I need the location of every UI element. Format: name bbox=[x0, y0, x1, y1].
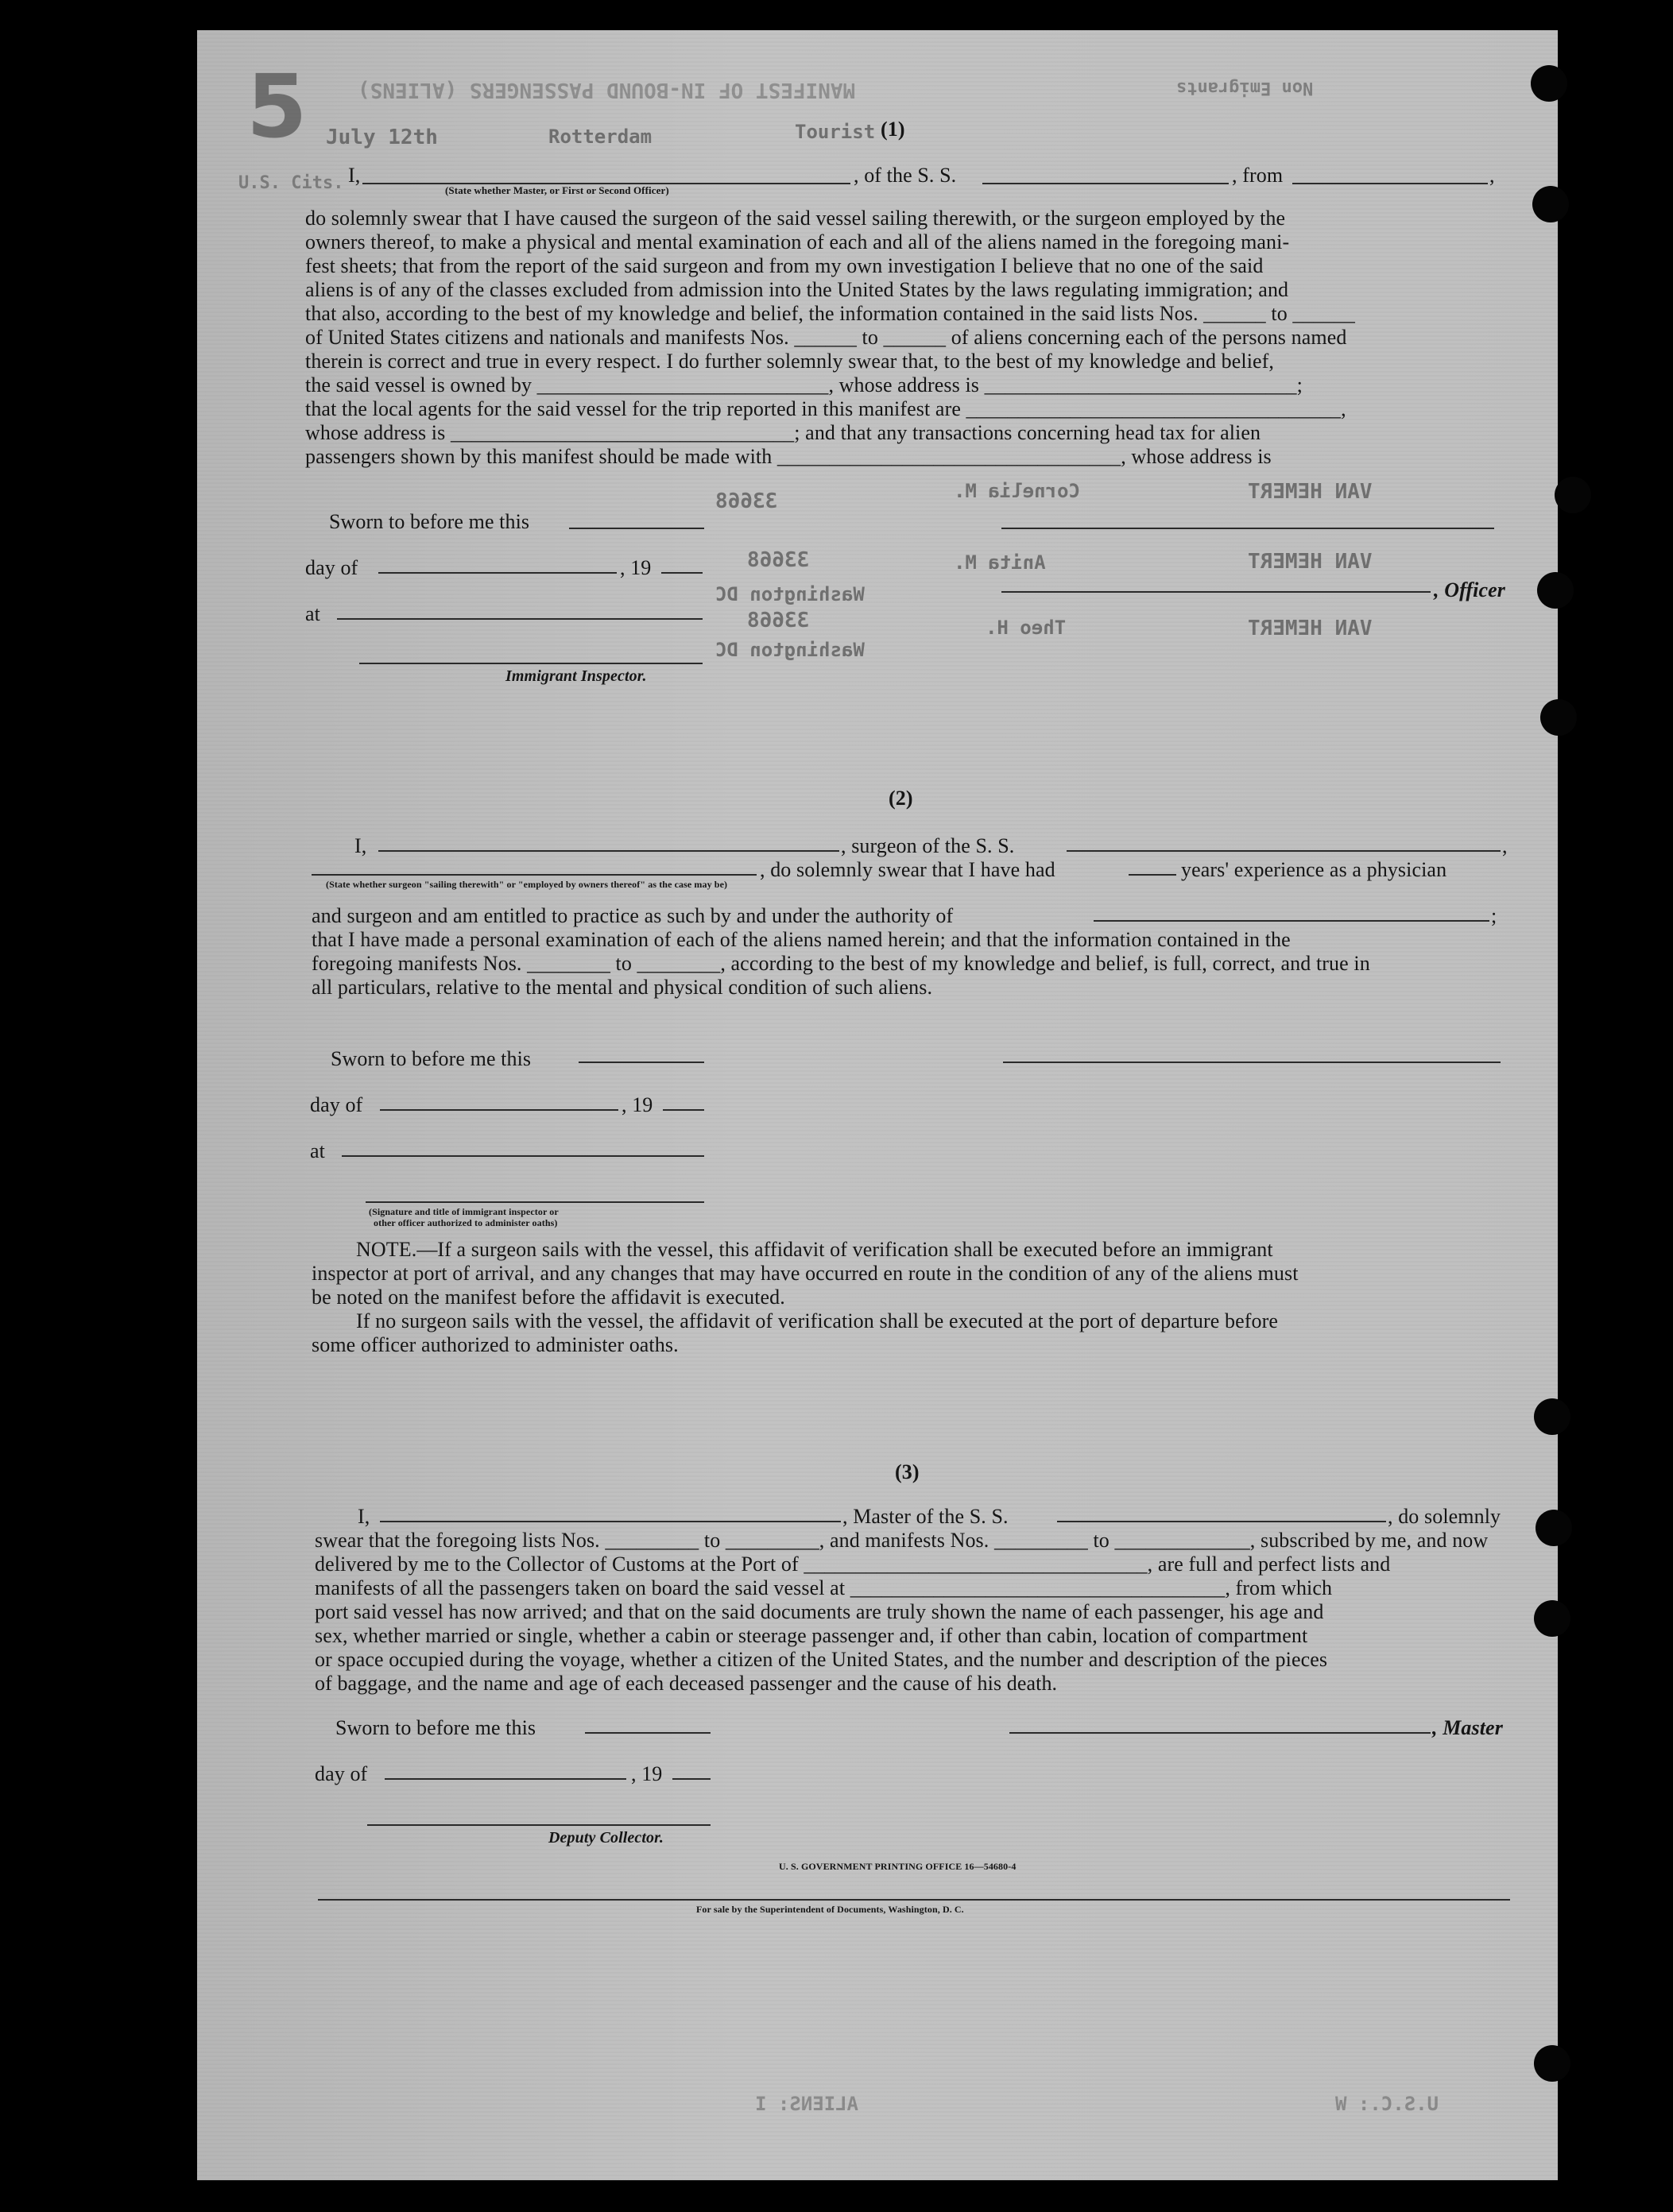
s2-line: foregoing manifests Nos. ________ to ________, according to the best of my knowledge and belief, is full, correct, and true in bbox=[312, 952, 1370, 975]
s1-line: whose address is _________________________________; and that any transactions concerning head tax for alien bbox=[305, 421, 1261, 444]
s1-officer: , Officer bbox=[1434, 578, 1505, 601]
header-left-stamp: U.S. Cits. bbox=[238, 173, 344, 193]
s2-years-line bbox=[1129, 874, 1176, 876]
s3-line: sex, whether married or single, whether a cabin or steerage passenger and, if other than cabin, location of compartment bbox=[315, 1624, 1308, 1647]
s2-surgeon: , surgeon of the S. S. bbox=[841, 834, 1015, 857]
s1-vessel-line bbox=[982, 183, 1229, 184]
bleed-number: 33668 bbox=[715, 489, 778, 513]
bleed-name: Anita M. bbox=[954, 551, 1046, 574]
s3-sworn: Sworn to before me this bbox=[335, 1716, 536, 1739]
s1-sworn-line bbox=[569, 528, 704, 529]
punch-hole bbox=[1555, 477, 1591, 513]
s3-line: swear that the foregoing lists Nos. _________ to _________, and manifests Nos. _________ to _____________, subscribed by me, and now bbox=[315, 1529, 1489, 1552]
s3-line: delivered by me to the Collector of Customs at the Port of _________________________________, are full and perfect lists and bbox=[315, 1553, 1391, 1576]
footer-rule bbox=[318, 1899, 1510, 1901]
s2-day-of: day of bbox=[310, 1093, 363, 1116]
punch-hole bbox=[1534, 2045, 1570, 2082]
s1-inspector-line bbox=[359, 663, 703, 664]
section-2-number: (2) bbox=[889, 787, 913, 810]
s2-at-line bbox=[342, 1155, 704, 1157]
bleed-through-header: MANIFEST OF IN-BOUND PASSENGERS (ALIENS) bbox=[358, 78, 856, 102]
s3-master: , Master of the S. S. bbox=[842, 1505, 1009, 1528]
stamp-number: 5 bbox=[246, 56, 308, 157]
s1-officer-line bbox=[1001, 591, 1431, 593]
section-3-number: (3) bbox=[895, 1460, 920, 1483]
s1-comma: , bbox=[1489, 164, 1495, 187]
s1-day-line bbox=[378, 572, 617, 574]
s2-year-line bbox=[663, 1109, 704, 1111]
bleed-name: VAN HEMERT bbox=[1248, 617, 1373, 640]
bleed-footer: U.S.C.: W bbox=[1335, 2093, 1439, 2115]
bleed-name: VAN HEMERT bbox=[1248, 550, 1373, 574]
section-1-number: (1) bbox=[881, 118, 905, 141]
punch-hole bbox=[1531, 65, 1567, 102]
s3-line: port said vessel has now arrived; and that on the said documents are truly shown the name of each passenger, his age and bbox=[315, 1600, 1324, 1623]
s3-name-line bbox=[380, 1521, 841, 1522]
s1-day-of: day of bbox=[305, 556, 358, 579]
s1-state-note: (State whether Master, or First or Second Officer) bbox=[445, 184, 669, 196]
s3-collector: Deputy Collector. bbox=[548, 1829, 664, 1847]
bleed-city: Washington DC bbox=[715, 583, 865, 605]
s3-master-label: , Master bbox=[1432, 1716, 1503, 1739]
header-port: Rotterdam bbox=[548, 126, 653, 148]
bleed-name: VAN HEMERT bbox=[1248, 480, 1373, 504]
s3-master-line bbox=[1009, 1732, 1431, 1734]
for-sale: For sale by the Superintendent of Documents, Washington, D. C. bbox=[696, 1904, 964, 1915]
s1-from-line bbox=[1292, 183, 1488, 184]
s2-inspector-line bbox=[366, 1201, 704, 1203]
s1-line: that also, according to the best of my knowledge and belief, the information contained in the said lists Nos. ______ to ______ bbox=[305, 302, 1356, 325]
s1-19: , 19 bbox=[620, 556, 652, 579]
s2-semicolon: ; bbox=[1491, 904, 1497, 927]
bleed-city: Washington DC bbox=[715, 639, 865, 661]
s3-sworn-line bbox=[585, 1732, 711, 1734]
s3-19: , 19 bbox=[631, 1762, 663, 1785]
s2-inspector-note: (Signature and title of immigrant inspector or bbox=[369, 1206, 559, 1217]
s2-sworn: Sworn to before me this bbox=[331, 1047, 532, 1070]
s1-line: the said vessel is owned by ____________________________, whose address is ______________________________; bbox=[305, 373, 1303, 396]
s1-year-line bbox=[661, 572, 703, 574]
s2-line: that I have made a personal examination of each of the aliens named herein; and that the information contained in the bbox=[312, 928, 1291, 951]
punch-hole bbox=[1534, 1398, 1570, 1435]
note-line: be noted on the manifest before the affidavit is executed. bbox=[312, 1286, 785, 1309]
s1-line: fest sheets; that from the report of the said surgeon and from my own investigation I believe that no one of the said bbox=[305, 254, 1264, 277]
s1-inspector: Immigrant Inspector. bbox=[505, 667, 647, 685]
s2-inspector-note: other officer authorized to administer oaths) bbox=[374, 1217, 558, 1228]
s2-authority-line bbox=[1094, 920, 1489, 922]
s1-line: that the local agents for the said vessel for the trip reported in this manifest are ____________________________________, bbox=[305, 397, 1346, 420]
s1-at: at bbox=[305, 602, 320, 625]
bleed-number: 33668 bbox=[747, 609, 810, 632]
s1-line: passengers shown by this manifest should be made with _________________________________, whose address is bbox=[305, 445, 1272, 468]
s1-signature-line bbox=[1001, 528, 1494, 529]
header-date: July 12th bbox=[326, 126, 438, 149]
bleed-footer: ALIENS: I bbox=[755, 2093, 859, 2115]
s2-state-note: (State whether surgeon "sailing therewith" or "employed by owners thereof" as the case may be) bbox=[326, 879, 728, 890]
s2-i: I, bbox=[354, 834, 367, 857]
s3-collector-line bbox=[367, 1824, 711, 1826]
s2-experience: years' experience as a physician bbox=[1181, 858, 1447, 881]
note-line: If no surgeon sails with the vessel, the affidavit of verification shall be executed at the port of departure before bbox=[356, 1309, 1279, 1332]
punch-hole bbox=[1532, 186, 1569, 222]
punch-hole bbox=[1540, 699, 1577, 736]
bleed-name: Theo H. bbox=[986, 617, 1067, 639]
bleed-name: Cornelia M. bbox=[954, 480, 1080, 502]
s1-at-line bbox=[337, 618, 703, 620]
s1-from: , from bbox=[1232, 164, 1284, 187]
s2-line: and surgeon and am entitled to practice as such by and under the authority of bbox=[312, 904, 954, 927]
s1-i: I, bbox=[348, 164, 361, 187]
s2-vessel-line bbox=[1067, 850, 1501, 852]
s2-19: , 19 bbox=[622, 1093, 653, 1116]
s2-day-line bbox=[380, 1109, 618, 1111]
s1-line: aliens is of any of the classes excluded from admission into the United States by the laws regulating immigration; and bbox=[305, 278, 1289, 301]
s3-solemnly: , do solemnly bbox=[1388, 1505, 1501, 1528]
bleed-number: 33668 bbox=[747, 548, 810, 572]
s2-name-line bbox=[378, 850, 839, 852]
s1-line: owners thereof, to make a physical and mental examination of each and all of the aliens named in the foregoing mani- bbox=[305, 230, 1290, 253]
s1-line: do solemnly swear that I have caused the surgeon of the said vessel sailing therewith, or the surgeon employed by the bbox=[305, 207, 1286, 230]
header-right-stamp: Non Emigrants bbox=[1176, 78, 1314, 98]
printing-office: U. S. GOVERNMENT PRINTING OFFICE 16—54680-4 bbox=[779, 1861, 1017, 1872]
punch-hole bbox=[1534, 1600, 1570, 1637]
punch-hole bbox=[1536, 1510, 1572, 1546]
note-line: NOTE.—If a surgeon sails with the vessel, this affidavit of verification shall be executed before an immigrant bbox=[356, 1238, 1273, 1261]
s3-i: I, bbox=[358, 1505, 370, 1528]
s2-at: at bbox=[310, 1139, 325, 1162]
s2-sworn-line bbox=[579, 1062, 704, 1063]
s2-line: all particulars, relative to the mental and physical condition of such aliens. bbox=[312, 976, 933, 999]
note-line: inspector at port of arrival, and any changes that may have occurred en route in the condition of any of the aliens must bbox=[312, 1262, 1299, 1285]
s1-line: of United States citizens and nationals and manifests Nos. ______ to ______ of aliens concerning each of the persons named bbox=[305, 326, 1347, 349]
s3-line: or space occupied during the voyage, whether a citizen of the United States, and the number and description of the pieces bbox=[315, 1648, 1328, 1671]
s2-comma: , bbox=[1502, 834, 1508, 857]
s1-sworn: Sworn to before me this bbox=[329, 510, 530, 533]
s2-status-line bbox=[312, 874, 757, 876]
s3-day-line bbox=[385, 1778, 626, 1780]
s3-line: manifests of all the passengers taken on board the said vessel at ____________________________________, from which bbox=[315, 1576, 1333, 1599]
s3-day-of: day of bbox=[315, 1762, 368, 1785]
s2-signature-line bbox=[1003, 1062, 1501, 1063]
punch-hole bbox=[1537, 572, 1574, 609]
s3-vessel-line bbox=[1057, 1521, 1386, 1522]
s1-of-ss: , of the S. S. bbox=[854, 164, 957, 187]
s3-line: of baggage, and the name and age of each deceased passenger and the cause of his death. bbox=[315, 1672, 1058, 1695]
s3-year-line bbox=[672, 1778, 711, 1780]
s1-line: therein is correct and true in every respect. I do further solemnly swear that, to the best of my knowledge and belief, bbox=[305, 350, 1275, 373]
header-class: Tourist bbox=[795, 121, 876, 143]
note-line: some officer authorized to administer oaths. bbox=[312, 1333, 679, 1356]
s2-swear: , do solemnly swear that I have had bbox=[760, 858, 1055, 881]
